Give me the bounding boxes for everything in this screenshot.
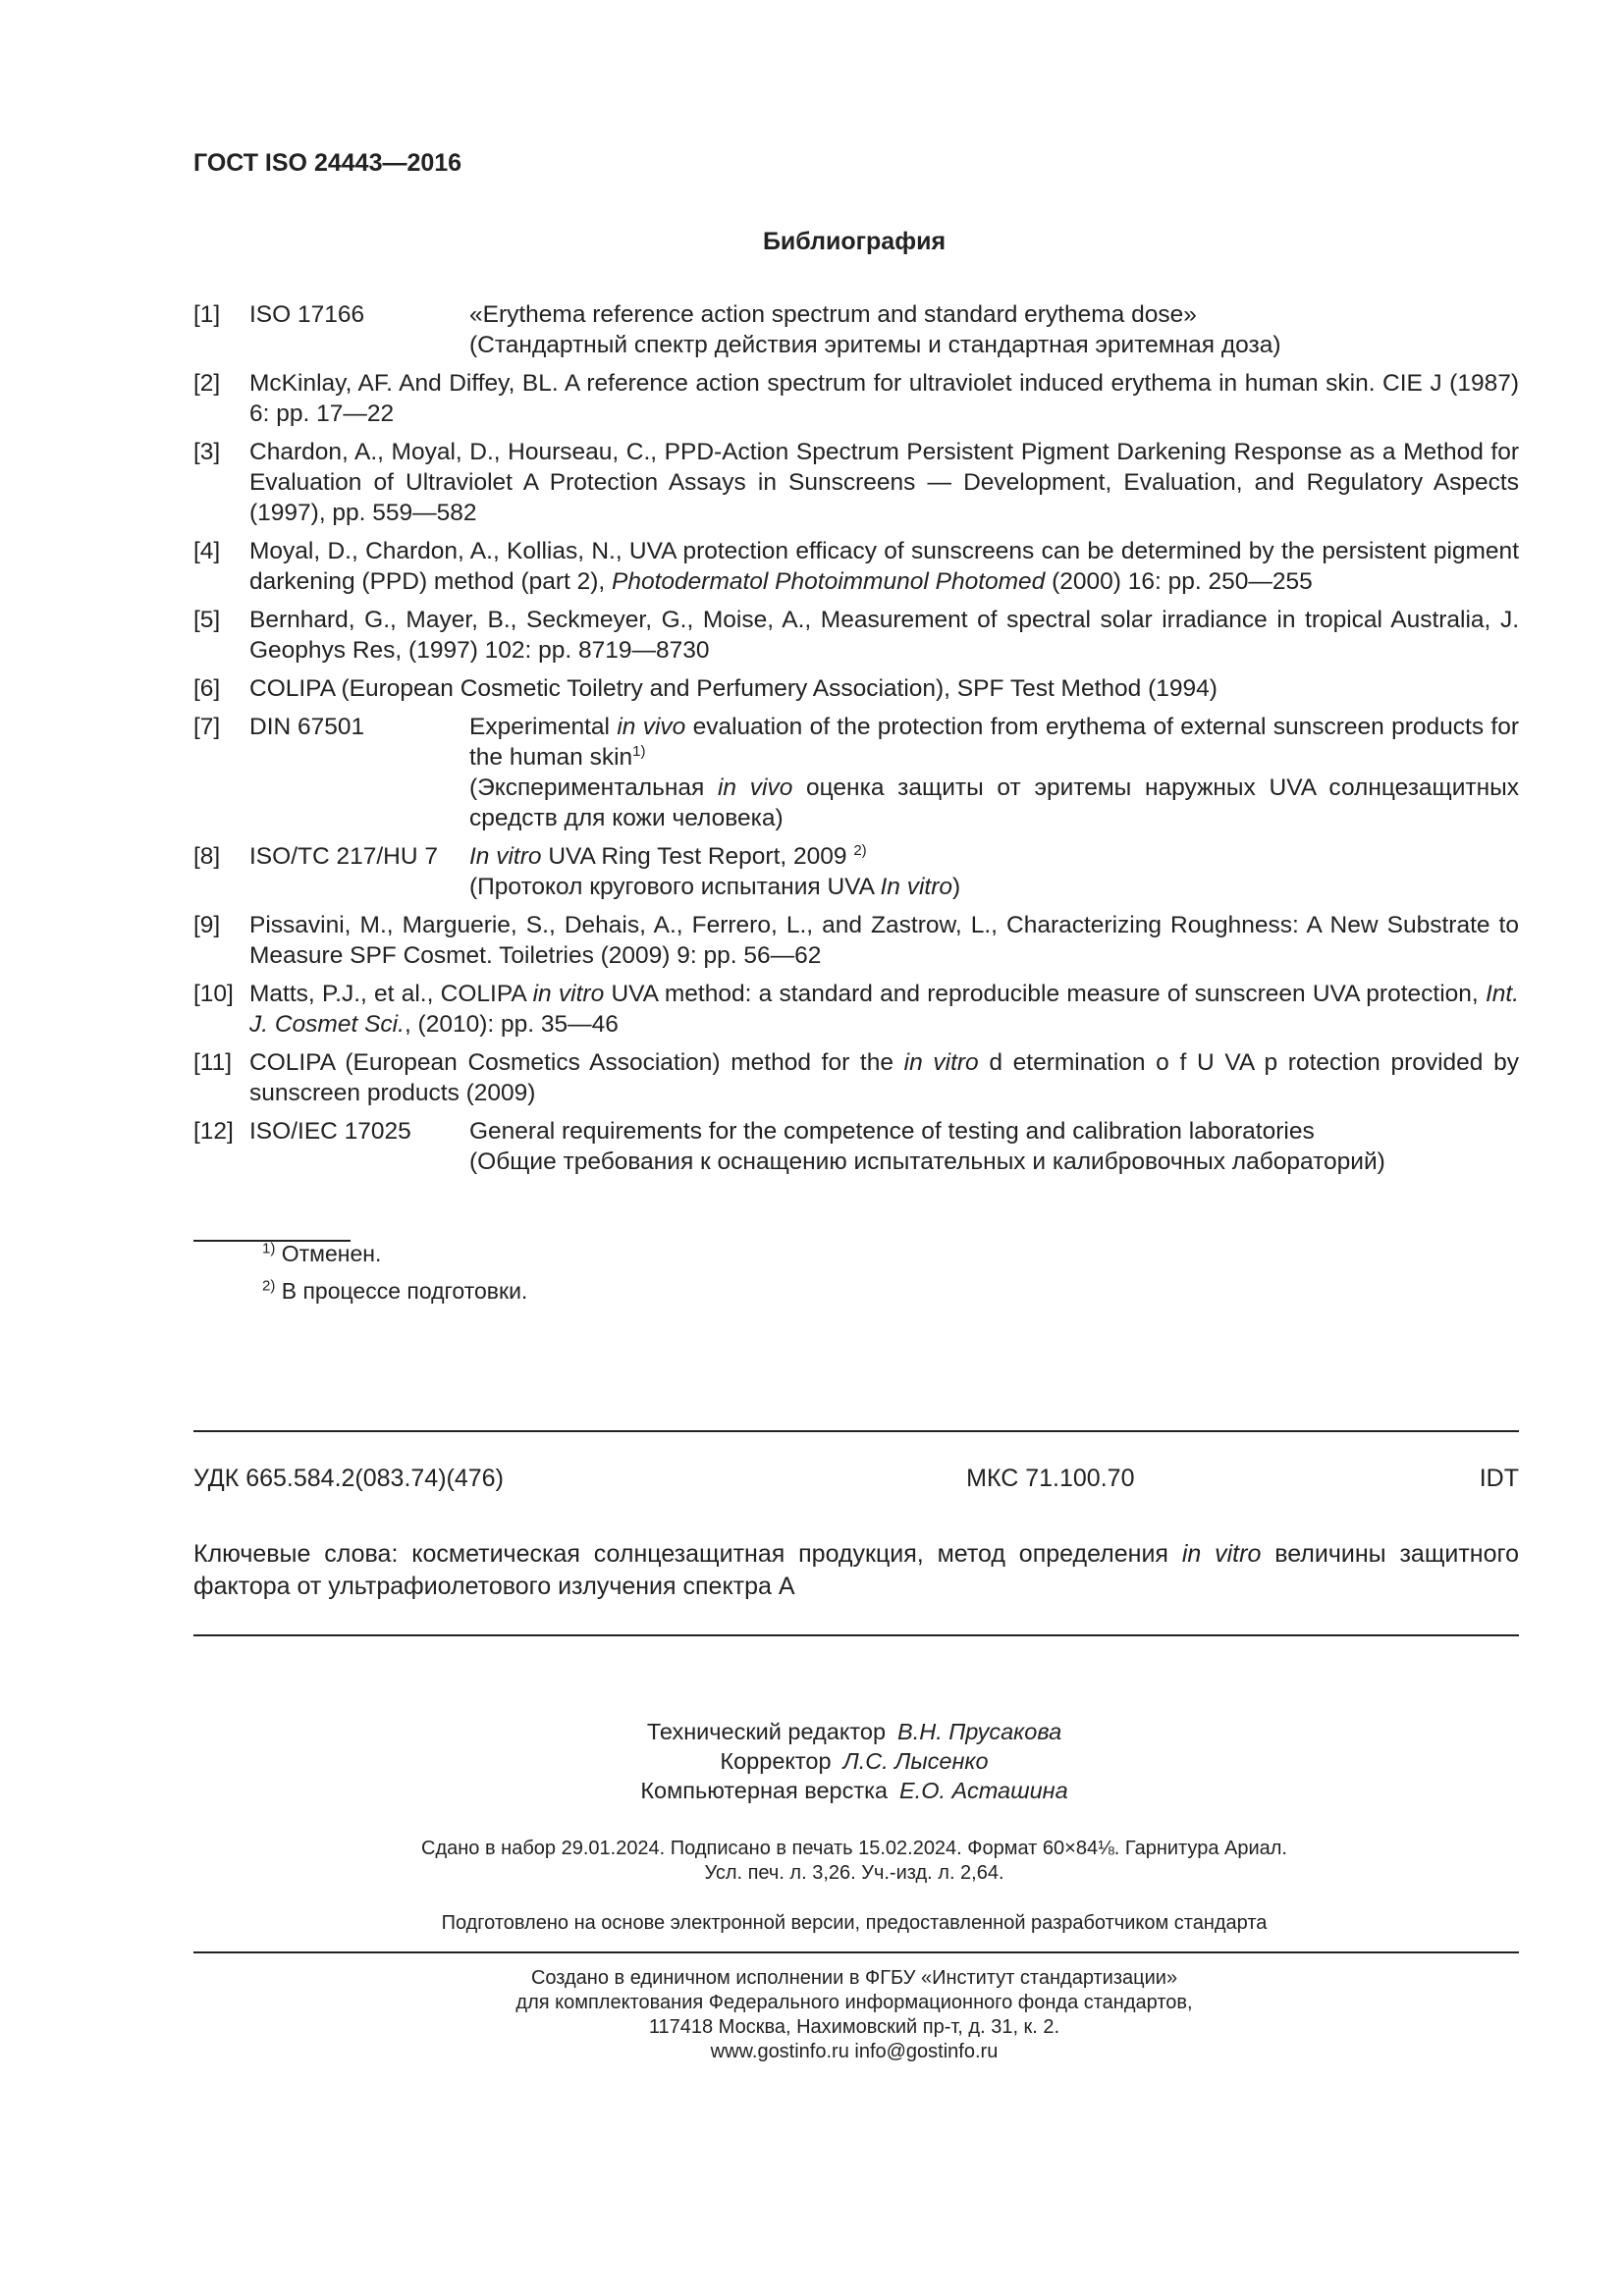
bib-entry-6 [193, 673, 1519, 704]
bib-number: [5] [193, 607, 221, 633]
bib-text-ru: (Экспериментальная in vivo оценка защиты от эритемы наружных UVA солнцезащитных средств для кожи человека) [469, 774, 1520, 831]
bib-entry-4 [193, 536, 1519, 597]
publisher-line3: 117418 Москва, Нахимовский пр-т, д. 31, к. 2. [648, 2016, 1060, 2038]
staff-layout: Компьютерная верстка Е.О. Асташина [640, 1778, 1068, 1803]
bib-number: [10] [193, 981, 234, 1007]
bib-number: [7] [193, 714, 221, 740]
bib-entry-11 [193, 1047, 1519, 1108]
bib-entry-5 [193, 605, 1519, 666]
bib-text-ru: (Стандартный спектр действия эритемы и стандартная эритемная доза) [469, 332, 1281, 358]
bib-text: Chardon, A., Moyal, D., Hourseau, C., PPD-Action Spectrum Persistent Pigment Darkening Response as a Method for Evaluation of Ultraviolet A Protection Assays in Sunscreens — Development, Evaluation, and Regulatory Aspects (1997), pp. 559—582 [249, 439, 1519, 526]
bib-entry-2 [193, 368, 1519, 429]
idt-mark: IDT [1479, 1465, 1519, 1492]
bib-text: «Erythema reference action spectrum and standard erythema dose» [469, 301, 1197, 328]
footnote-1: $^{1)}$ Отменен. [262, 1240, 382, 1266]
bibliography-list [193, 299, 1519, 1185]
standard-code: ГОСТ ISO 24443—2016 [193, 149, 462, 177]
bib-text: Matts, P.J., et al., COLIPA in vitro UVA method: a standard and reproducible measure of sunscreen UVA protection, Int. J. Cosmet Sci., (2010): pp. 35—46 [249, 981, 1519, 1038]
divider [193, 1430, 1519, 1432]
bib-text: General requirements for the competence of testing and calibration laboratories [469, 1118, 1315, 1145]
bib-text: In vitro UVA Ring Test Report, 2009 $^{2)}$ [469, 841, 867, 870]
udk-code: УДК 665.584.2(083.74)(476) [193, 1465, 504, 1492]
bib-number: [11] [193, 1049, 233, 1076]
bib-entry-1 [193, 299, 1519, 360]
bib-description [469, 841, 1519, 902]
footnote-2: $^{2)}$ В процессе подготовки. [262, 1277, 528, 1304]
bib-text-ru: (Протокол кругового испытания UVA In vitro) [469, 874, 961, 900]
bib-entry-10 [193, 979, 1519, 1040]
bib-code: DIN 67501 [249, 714, 365, 740]
publisher-line2: для комплектования Федерального информационного фонда стандартов, [515, 1992, 1193, 2013]
bib-number: [8] [193, 843, 221, 870]
mks-code: МКС 71.100.70 [966, 1465, 1135, 1492]
staff-tech-editor: Технический редактор В.Н. Прусакова [646, 1719, 1062, 1744]
bib-text: COLIPA (European Cosmetics Association) method for the in vitro d etermination o f U VA p rotection provided by sunscreen products (2009) [249, 1049, 1519, 1106]
divider [193, 1951, 1519, 1953]
bib-number: [9] [193, 912, 221, 938]
divider [193, 1634, 1519, 1636]
bib-code: ISO 17166 [249, 301, 365, 328]
bib-entry-9 [193, 910, 1519, 971]
prepared-note: Подготовлено на основе электронной версии, предоставленной разработчиком стандарта [441, 1912, 1268, 1934]
bib-text: McKinlay, AF. And Diffey, BL. A reference action spectrum for ultraviolet induced erythema in human skin. CIE J (1987) 6: pp. 17—22 [249, 370, 1519, 427]
bib-entry-3 [193, 437, 1519, 528]
bib-number: [1] [193, 301, 221, 328]
bib-text-ru: (Общие требования к оснащению испытательных и калибровочных лабораторий) [469, 1148, 1385, 1175]
print-info-line1: Сдано в набор 29.01.2024. Подписано в печать 15.02.2024. Формат 60×84⅛. Гарнитура Ариал. [421, 1838, 1287, 1859]
bib-code: ISO/TC 217/HU 7 [249, 843, 438, 870]
classification-row [193, 1465, 1519, 1493]
bib-entry-8 [193, 841, 1519, 902]
bib-description [469, 299, 1519, 360]
bib-number: [6] [193, 675, 221, 702]
bib-entry-7 [193, 712, 1519, 833]
print-info-line2: Усл. печ. л. 3,26. Уч.-изд. л. 2,64. [704, 1862, 1004, 1884]
bib-description [469, 712, 1519, 833]
bib-text: Moyal, D., Chardon, A., Kollias, N., UVA protection efficacy of sunscreens can be determined by the persistent pigment darkening (PPD) method (part 2), Photodermatol Photoimmunol Photomed (2000) 16: pp. 250—255 [249, 538, 1519, 595]
keywords: Ключевые слова: косметическая солнцезащитная продукция, метод определения in vitro величины защитного фактора от ультрафиолетового излучения спектра А [193, 1540, 1519, 1600]
bib-number: [12] [193, 1118, 234, 1145]
bib-text: Pissavini, M., Marguerie, S., Dehais, A., Ferrero, L., and Zastrow, L., Characterizing Roughness: A New Substrate to Measure SPF Cosmet. Toiletries (2009) 9: pp. 56—62 [249, 912, 1519, 969]
bib-entry-12 [193, 1116, 1519, 1177]
publisher-line1: Создано в единичном исполнении в ФГБУ «Институт стандартизации» [530, 1967, 1178, 1989]
bibliography-title: Библиография [762, 228, 947, 255]
bib-number: [3] [193, 439, 221, 465]
bib-text: COLIPA (European Cosmetic Toiletry and Perfumery Association), SPF Test Method (1994) [249, 675, 1218, 702]
staff-corrector: Корректор Л.С. Лысенко [720, 1748, 989, 1774]
publisher-line4: www.gostinfo.ru info@gostinfo.ru [710, 2041, 999, 2062]
bib-number: [4] [193, 538, 221, 564]
bib-code: ISO/IEC 17025 [249, 1118, 411, 1145]
bib-text: Experimental in vivo evaluation of the protection from erythema of external sunscreen products for the human skin$^{1)}$ [469, 714, 1519, 771]
bib-number: [2] [193, 370, 221, 397]
bib-text: Bernhard, G., Mayer, B., Seckmeyer, G., Moise, A., Measurement of spectral solar irradiance in tropical Australia, J. Geophys Res, (1997) 102: pp. 8719—8730 [249, 607, 1519, 664]
bib-description [469, 1116, 1519, 1177]
